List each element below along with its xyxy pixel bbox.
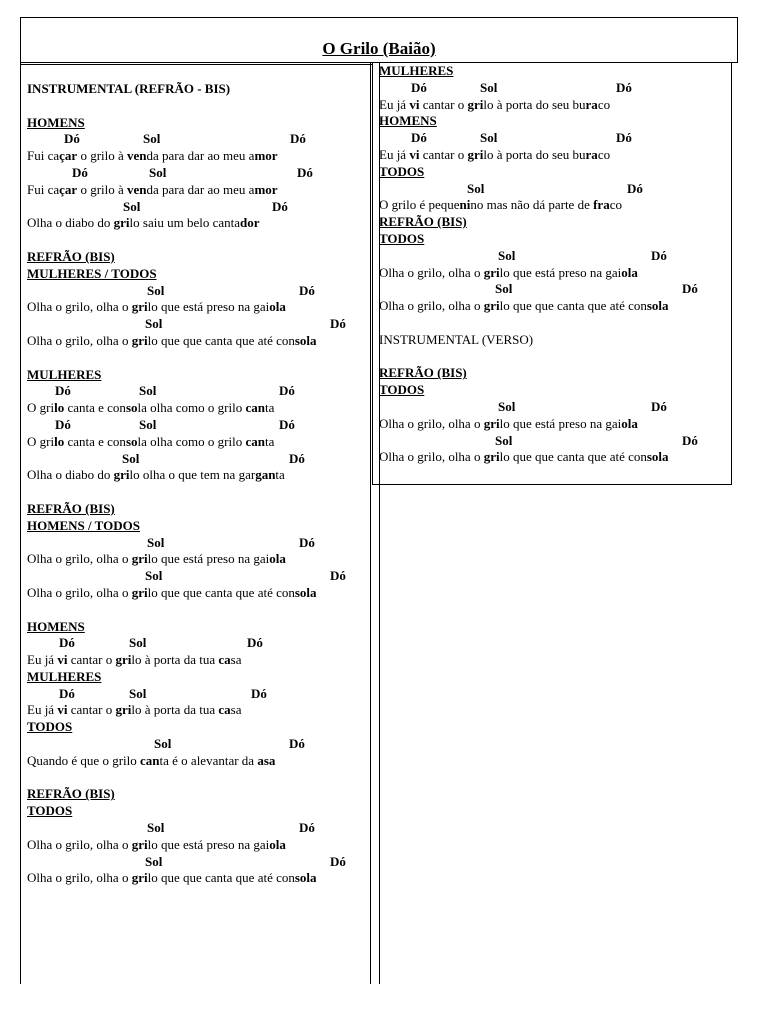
chord-line <box>379 281 729 298</box>
lyric-line: Quando é que o grilo canta é o alevantar da asa <box>27 752 276 768</box>
section-heading: TODOS <box>27 803 73 819</box>
chord: Dó <box>272 198 288 214</box>
lyric-line: O grilo canta e consola olha como o grilo canta <box>27 433 275 449</box>
lyric-line: Olha o grilo, olha o grilo que que canta que até consola <box>379 298 669 314</box>
chord: Dó <box>297 164 313 180</box>
chord-line <box>27 316 367 333</box>
chord: Dó <box>682 432 698 448</box>
chord: Dó <box>330 316 346 332</box>
chord: Dó <box>55 383 71 399</box>
chord-line <box>379 248 729 265</box>
lyric-line: Olha o grilo, olha o grilo que está preso na gaiola <box>379 264 638 280</box>
instrumental-label: INSTRUMENTAL (REFRÃO - BIS) <box>27 81 231 96</box>
chord: Sol <box>139 383 157 399</box>
section-heading: MULHERES <box>379 63 454 78</box>
chord-line <box>27 535 367 552</box>
chord: Dó <box>682 281 698 297</box>
chord: Dó <box>299 534 315 550</box>
chord-line <box>27 283 367 300</box>
lyric-line: Olha o grilo, olha o grilo que está preso na gaiola <box>379 415 638 431</box>
section-heading: REFRÃO (BIS) <box>27 786 115 802</box>
chord: Sol <box>467 180 485 196</box>
chord: Sol <box>149 164 167 180</box>
section-heading: REFRÃO (BIS) <box>27 500 115 516</box>
chord: Dó <box>330 568 346 584</box>
lyric-line: Olha o grilo, olha o grilo que que canta que até consola <box>27 332 317 348</box>
chord: Sol <box>154 736 172 752</box>
song-title: O Grilo (Baião) <box>322 39 436 58</box>
lyric-line: Olha o grilo, olha o grilo que que canta que até consola <box>379 449 669 465</box>
left-column-left-border <box>20 63 21 984</box>
chord: Dó <box>64 131 80 147</box>
chord: Dó <box>59 685 75 701</box>
section-heading: HOMENS <box>27 618 85 634</box>
chord: Sol <box>145 568 163 584</box>
right-box-bottom-border <box>372 484 732 485</box>
chord: Dó <box>289 450 305 466</box>
section-heading: TODOS <box>379 230 425 246</box>
section-heading: TODOS <box>379 382 425 398</box>
chord: Dó <box>279 416 295 432</box>
chord-line <box>379 399 729 416</box>
chord: Sol <box>147 534 165 550</box>
chord: Sol <box>495 281 513 297</box>
section-heading: MULHERES <box>27 366 102 382</box>
chord-line <box>27 131 367 148</box>
chord: Dó <box>616 79 632 95</box>
chord: Sol <box>480 130 498 146</box>
lyric-line: Olha o diabo do grilo saiu um belo cantador <box>27 215 260 231</box>
chord-line <box>379 433 729 450</box>
chord: Dó <box>651 398 667 414</box>
section-heading: HOMENS / TODOS <box>27 517 140 533</box>
lyric-line: Olha o diabo do grilo olha o que tem na garganta <box>27 467 285 483</box>
chord-line <box>379 80 729 97</box>
lyric-line: O grilo é pequenino mas não dá parte de fraco <box>379 197 622 213</box>
left-column-right-border <box>370 63 371 984</box>
lyric-line: O grilo canta e consola olha como o grilo canta <box>27 400 275 416</box>
section-heading: MULHERES <box>27 668 102 684</box>
chord-line <box>27 417 367 434</box>
chord-line <box>27 854 367 871</box>
chord: Sol <box>123 198 141 214</box>
chord: Sol <box>147 282 165 298</box>
chord: Dó <box>651 247 667 263</box>
lyric-line: Olha o grilo, olha o grilo que que canta que até consola <box>27 870 317 886</box>
lyric-line: Olha o grilo, olha o grilo que que canta que até consola <box>27 584 317 600</box>
lyric-line: Fui caçar o grilo à venda para dar ao meu amor <box>27 148 278 164</box>
section-heading: MULHERES / TODOS <box>27 265 157 281</box>
lyric-line: Eu já vi cantar o grilo à porta do seu buraco <box>379 146 611 162</box>
chord: Sol <box>129 685 147 701</box>
chord: Sol <box>498 398 516 414</box>
chord: Sol <box>147 820 165 836</box>
chord: Dó <box>289 736 305 752</box>
chord: Sol <box>122 450 140 466</box>
chord-line <box>27 635 367 652</box>
instrumental-label: INSTRUMENTAL (VERSO) <box>379 331 534 347</box>
right-box-right-border <box>731 63 732 484</box>
right-column <box>379 63 729 466</box>
chord-line <box>27 199 367 216</box>
chord-line <box>27 568 367 585</box>
chord: Dó <box>251 685 267 701</box>
chord: Sol <box>139 416 157 432</box>
chord: Dó <box>72 164 88 180</box>
chord-line <box>27 736 367 753</box>
chord: Sol <box>498 247 516 263</box>
section-heading: TODOS <box>27 719 73 735</box>
chord: Dó <box>330 853 346 869</box>
chord: Sol <box>143 131 161 147</box>
chord: Dó <box>279 383 295 399</box>
chord: Dó <box>411 79 427 95</box>
chord: Dó <box>299 820 315 836</box>
section-heading: REFRÃO (BIS) <box>379 214 467 230</box>
chord: Sol <box>495 432 513 448</box>
section-heading: TODOS <box>379 163 425 179</box>
chord-line <box>379 130 729 147</box>
chord-line <box>27 165 367 182</box>
chord: Dó <box>627 180 643 196</box>
lyric-line: Eu já vi cantar o grilo à porta da tua casa <box>27 702 242 718</box>
chord: Dó <box>299 282 315 298</box>
lyric-line: Olha o grilo, olha o grilo que está preso na gaiola <box>27 299 286 315</box>
right-box-left-border <box>372 63 373 484</box>
chord: Sol <box>145 853 163 869</box>
chord: Dó <box>55 416 71 432</box>
lyric-line: Olha o grilo, olha o grilo que está preso na gaiola <box>27 551 286 567</box>
section-heading: HOMENS <box>379 113 437 129</box>
chord: Dó <box>411 130 427 146</box>
section-heading: HOMENS <box>27 114 85 130</box>
lyric-line: Olha o grilo, olha o grilo que está preso na gaiola <box>27 836 286 852</box>
chord: Dó <box>616 130 632 146</box>
chord-line <box>27 383 367 400</box>
chord-line <box>379 181 729 198</box>
lyric-line: Fui caçar o grilo à venda para dar ao meu amor <box>27 181 278 197</box>
chord-line <box>27 451 367 468</box>
chord-line <box>27 820 367 837</box>
section-heading: REFRÃO (BIS) <box>27 248 115 264</box>
title-underline-rule <box>20 64 372 65</box>
chord: Dó <box>59 635 75 651</box>
chord: Sol <box>480 79 498 95</box>
chord: Sol <box>145 316 163 332</box>
left-column <box>27 81 367 887</box>
chord: Sol <box>129 635 147 651</box>
lyric-line: Eu já vi cantar o grilo à porta do seu buraco <box>379 96 611 112</box>
lyric-line: Eu já vi cantar o grilo à porta da tua casa <box>27 652 242 668</box>
chord: Dó <box>247 635 263 651</box>
chord: Dó <box>290 131 306 147</box>
section-heading: REFRÃO (BIS) <box>379 365 467 381</box>
title-box <box>20 17 738 63</box>
chord-line <box>27 686 367 703</box>
